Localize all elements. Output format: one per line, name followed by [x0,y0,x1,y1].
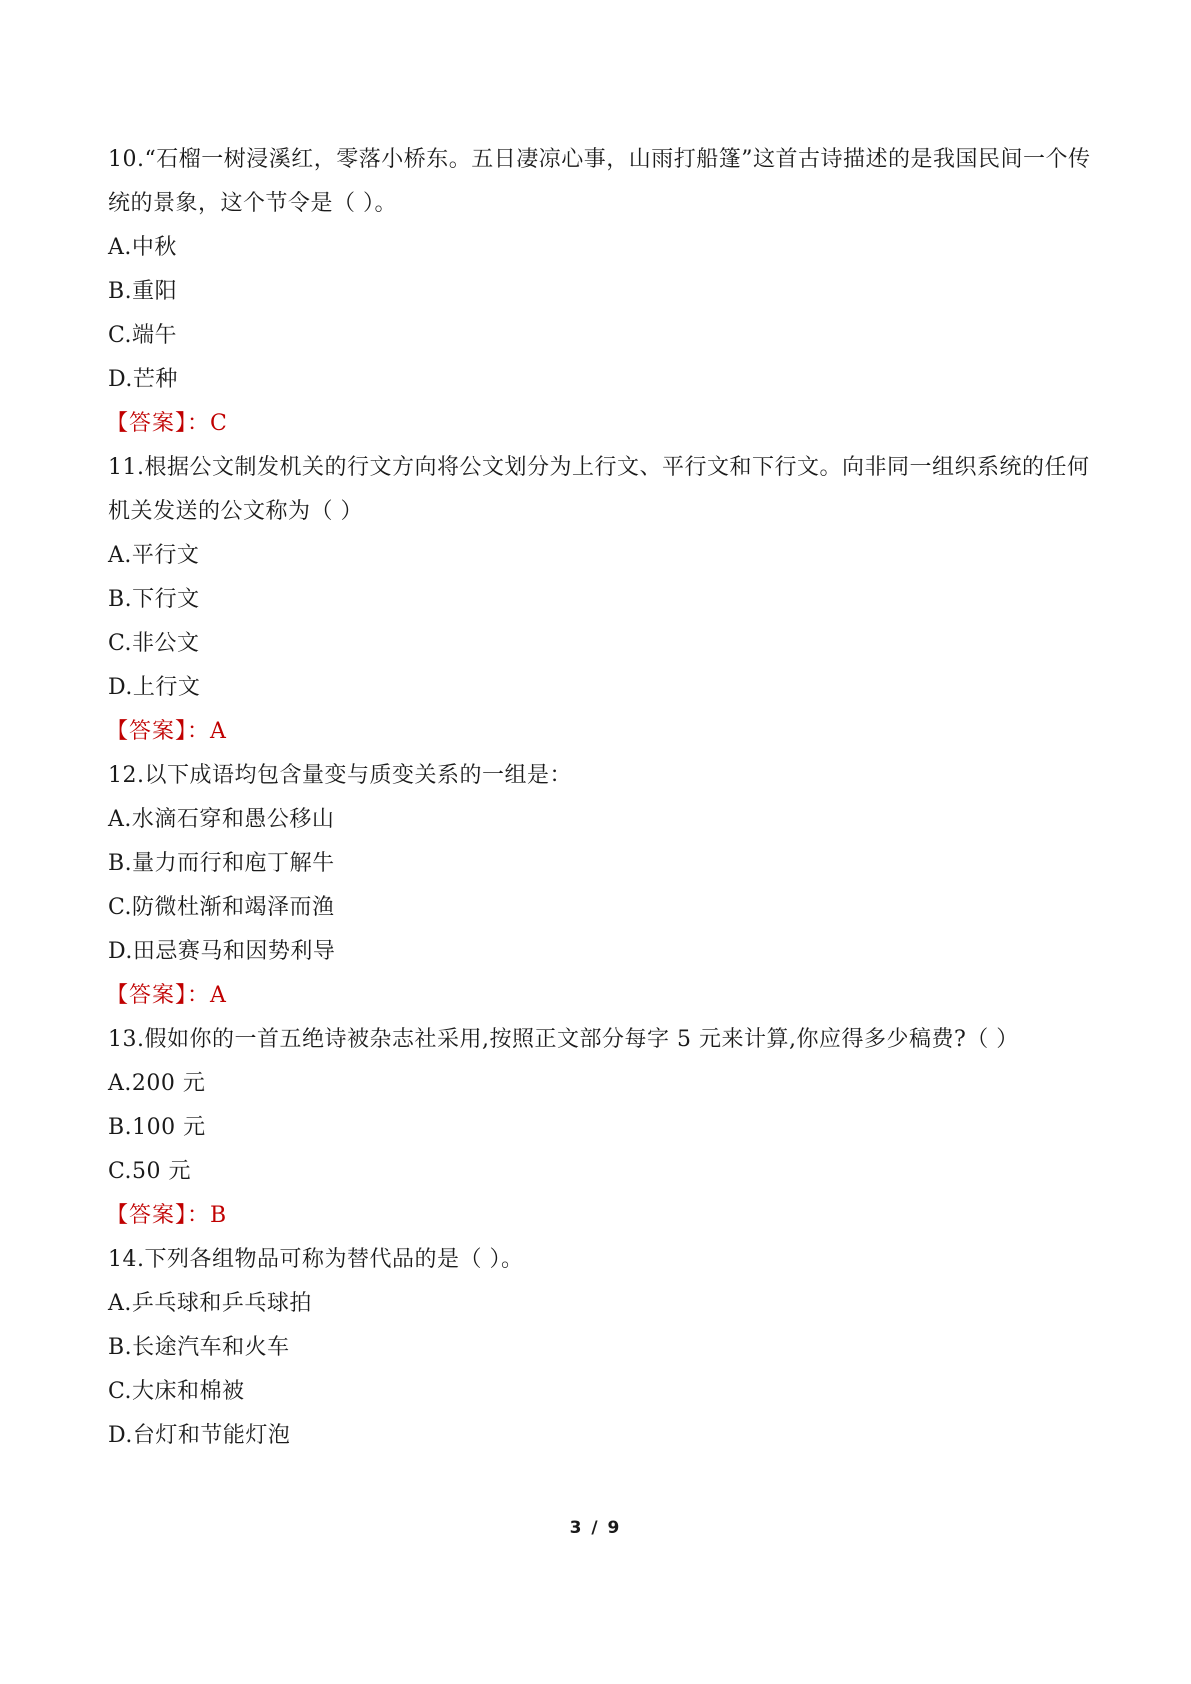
question-stem: 14.下列各组物品可称为替代品的是（ ）。 [108,1247,524,1272]
question-10 [108,138,1093,446]
question-stem: 11.根据公文制发机关的行文方向将公文划分为上行文、平行文和下行文。向非同一组织系统的任何机关发送的公文称为（ ） [108,455,1090,524]
option-b: B.量力而行和庖丁解牛 [108,851,335,876]
option-c: C.防微杜渐和竭泽而渔 [108,895,335,920]
option-c: C.大床和棉被 [108,1379,245,1404]
option-c: C.端午 [108,323,178,348]
option-b: B.下行文 [108,587,200,612]
question-stem: 10.“石榴一树浸溪红，零落小桥东。五日凄凉心事，山雨打船篷”这首古诗描述的是我国民间一个传统的景象，这个节令是（ ）。 [108,147,1091,216]
question-14 [108,1238,1093,1458]
option-c: C.非公文 [108,631,200,656]
option-b: B.长途汽车和火车 [108,1335,290,1360]
question-list [108,138,1093,1458]
question-stem: 13.假如你的一首五绝诗被杂志社采用,按照正文部分每字 5 元来计算,你应得多少稿费?（ ） [108,1027,1019,1052]
answer-label: 【答案】：A [106,719,227,744]
option-b: B.重阳 [108,279,178,304]
option-a: A.乒乓球和乒乓球拍 [108,1291,312,1316]
option-d: D.芒种 [108,367,178,392]
option-d: D.田忌赛马和因势利导 [108,939,336,964]
option-d: D.台灯和节能灯泡 [108,1423,291,1448]
option-a: A.200 元 [108,1071,206,1096]
answer-label: 【答案】：A [106,983,227,1008]
option-c: C.50 元 [108,1159,192,1184]
option-a: A.平行文 [108,543,200,568]
option-b: B.100 元 [108,1115,206,1140]
option-a: A.水滴石穿和愚公移山 [108,807,335,832]
option-a: A.中秋 [108,235,177,260]
answer-label: 【答案】：B [106,1203,228,1228]
question-12 [108,754,1093,1018]
answer-label: 【答案】：C [106,411,228,436]
question-stem: 12.以下成语均包含量变与质变关系的一组是： [108,763,572,788]
option-d: D.上行文 [108,675,201,700]
question-13 [108,1018,1093,1238]
question-11 [108,446,1093,754]
page-number: 3 / 9 [569,1518,622,1538]
